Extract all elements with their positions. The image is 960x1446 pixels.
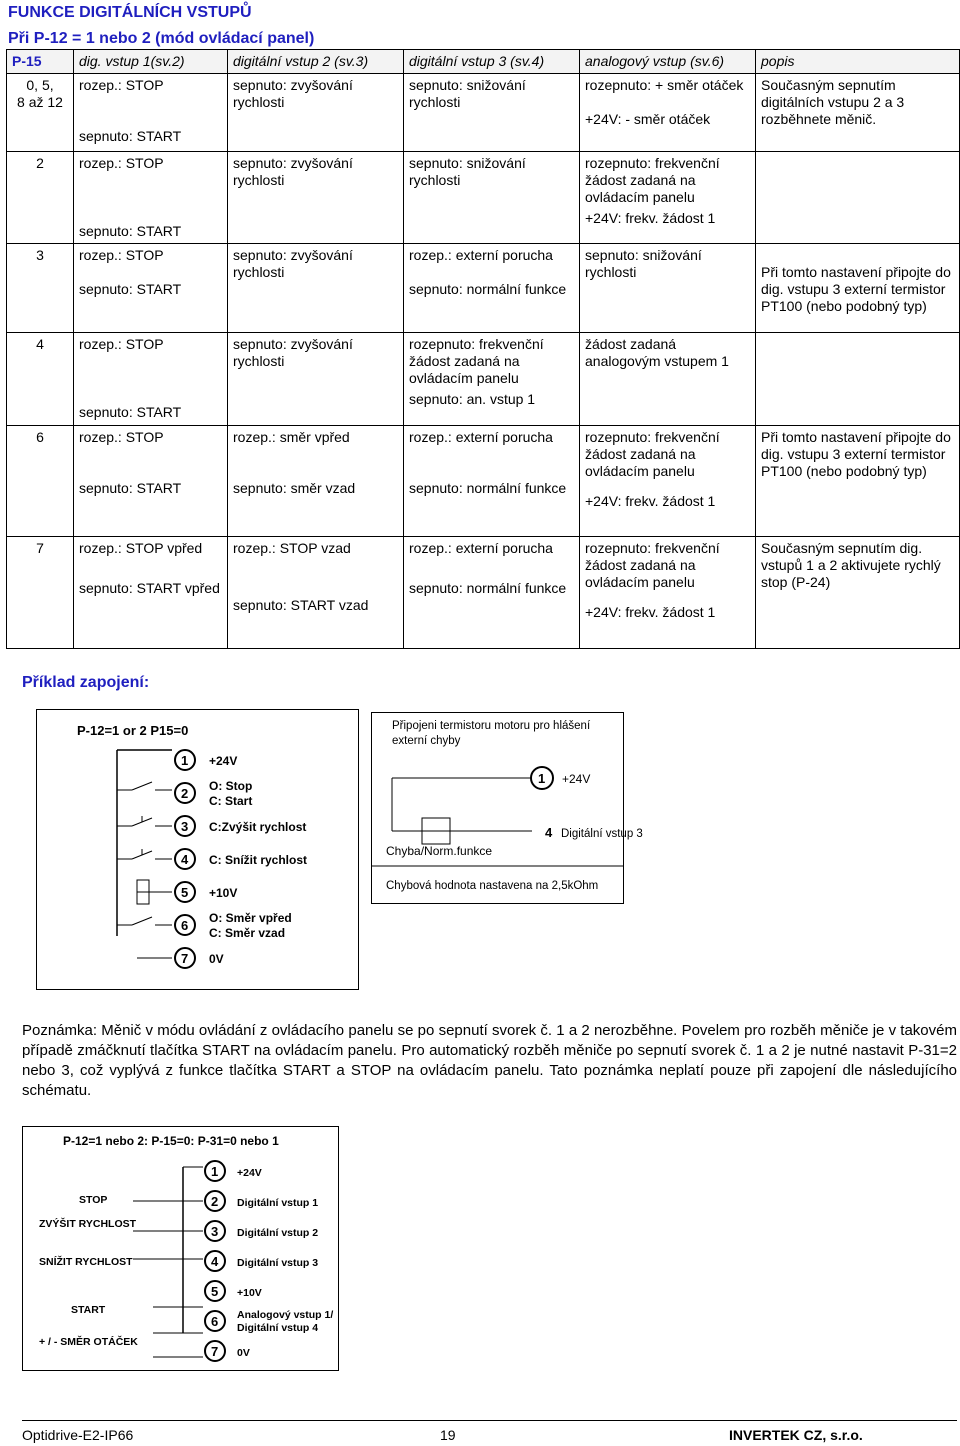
functions-table xyxy=(6,49,960,649)
cell-text: sepnuto: START xyxy=(79,281,182,297)
switch-3 xyxy=(117,816,172,826)
table-row xyxy=(7,74,960,152)
table-row xyxy=(7,244,960,333)
terminal-label: C: Snížit rychlost xyxy=(209,853,308,867)
left-label: SNÍŽIT RYCHLOST xyxy=(39,1256,133,1268)
cell-v3: sepnuto: snižování rychlosti xyxy=(404,74,580,152)
terminal-num: 6 xyxy=(181,918,189,933)
diagram3-title: P-12=1 nebo 2: P-15=0: P-31=0 nebo 1 xyxy=(63,1134,279,1148)
cell-text: rozep.: směr vpřed xyxy=(233,429,350,445)
left-label: ZVÝŠIT RYCHLOST xyxy=(39,1218,137,1230)
diagram1-terminals xyxy=(175,750,307,968)
cell-v1 xyxy=(74,333,228,426)
terminal-label: O: Směr vpřed xyxy=(209,911,292,925)
terminal-label: +24V xyxy=(237,1167,262,1179)
header-v3: digitální vstup 3 (sv.4) xyxy=(404,50,580,74)
cell-v2 xyxy=(228,537,404,649)
cell-p15: 2 xyxy=(7,152,74,244)
diagram2-note: Chybová hodnota nastavena na 2,5kOhm xyxy=(386,880,599,892)
terminal-num: 5 xyxy=(211,1284,219,1299)
left-label: STOP xyxy=(79,1194,108,1206)
header-analog: analogový vstup (sv.6) xyxy=(580,50,756,74)
cell-v2 xyxy=(228,426,404,537)
cell-text: rozepnuto: + směr otáček xyxy=(585,77,744,93)
diagram1-title: P-12=1 or 2 P15=0 xyxy=(77,723,189,738)
footer-company: INVERTEK CZ, s.r.o. xyxy=(729,1427,863,1443)
cell-text: +24V: frekv. žádost 1 xyxy=(585,493,716,509)
cell-text: rozepnuto: frekvenční žádost zadaná na ovládacím panelu xyxy=(409,336,544,386)
left-label: START xyxy=(71,1304,106,1316)
table-header-row xyxy=(7,50,960,74)
cell-analog xyxy=(580,426,756,537)
cell-p15: 4 xyxy=(7,333,74,426)
cell-popis: Při tomto nastavení připojte do dig. vstupu 3 externí termistor PT100 (nebo podobný typ) xyxy=(756,244,960,333)
terminal-num: 2 xyxy=(211,1194,219,1209)
terminal-num: 7 xyxy=(181,951,189,966)
wiring-diagram-1 xyxy=(36,709,359,990)
cell-text: rozep.: STOP xyxy=(79,336,164,352)
cell-v3 xyxy=(404,244,580,333)
terminal-label: C: Start xyxy=(209,794,253,808)
left-label: + / - SMĚR OTÁČEK xyxy=(39,1336,138,1348)
terminal-num: 3 xyxy=(181,819,189,834)
terminal-label: Digitální vstup 2 xyxy=(237,1227,319,1239)
switch-4 xyxy=(117,849,172,859)
terminal-num: 6 xyxy=(211,1314,219,1329)
terminal-label: 0V xyxy=(237,1347,250,1359)
cell-text: sepnuto: an. vstup 1 xyxy=(409,391,536,407)
cell-text: rozepnuto: frekvenční žádost zadaná na ovládacím panelu xyxy=(585,155,720,205)
cell-text: rozep.: STOP xyxy=(79,429,164,445)
cell-popis: Při tomto nastavení připojte do dig. vstupu 3 externí termistor PT100 (nebo podobný typ) xyxy=(756,426,960,537)
cell-text: sepnuto: normální funkce xyxy=(409,480,567,496)
table-row xyxy=(7,537,960,649)
cell-text: +24V: frekv. žádost 1 xyxy=(585,604,716,620)
diagram3-switches xyxy=(133,1201,203,1357)
cell-analog: žádost zadaná analogovým vstupem 1 xyxy=(580,333,756,426)
cell-v1 xyxy=(74,74,228,152)
page-subtitle: Při P-12 = 1 nebo 2 (mód ovládací panel) xyxy=(8,30,315,47)
cell-popis: Současným sepnutím digitálních vstupu 2 a 3 rozběhnete měnič. xyxy=(756,74,960,152)
page-title: FUNKCE DIGITÁLNÍCH VSTUPŮ xyxy=(8,4,252,21)
cell-analog xyxy=(580,537,756,649)
terminal-num: 5 xyxy=(181,885,189,900)
cell-text: +24V: frekv. žádost 1 xyxy=(585,210,716,226)
cell-p15: 6 xyxy=(7,426,74,537)
cell-v1 xyxy=(74,152,228,244)
terminal-label: +24V xyxy=(209,754,238,768)
cell-text: rozep.: STOP vzad xyxy=(233,540,351,556)
status-label: Chyba/Norm.funkce xyxy=(386,844,493,858)
cell-v2: sepnuto: zvyšování rychlosti xyxy=(228,74,404,152)
terminal-num: 2 xyxy=(181,786,189,801)
header-v2: digitální vstup 2 (sv.3) xyxy=(228,50,404,74)
cell-text: sepnuto: normální funkce xyxy=(409,580,567,596)
cell-popis xyxy=(756,152,960,244)
terminal-label: Digitální vstup 1 xyxy=(237,1197,319,1209)
terminal-label: +10V xyxy=(209,886,238,900)
cell-popis: Současným sepnutím dig. vstupů 1 a 2 aktivujete rychlý stop (P-24) xyxy=(756,537,960,649)
note-paragraph: Poznámka: Měnič v módu ovládání z ovládacího panelu se po sepnutí svorek č. 1 a 2 nerozběhne. Povelem pro rozběh měniče je v takovém případě zmáčknutí tlačítka START na ovládacím panelu. Pro automatický rozběh měniče po sepnutí svorek č. 1 a 2 je nutné nastavit P-31=2 nebo 3, což vyplývá z funkce tlačítka START a STOP na ovládacím panelu. Tato poznámka neplatí pouze při zapojení dle následujícího schématu. xyxy=(22,1022,957,1099)
cell-text: rozepnuto: frekvenční žádost zadaná na ovládacím panelu xyxy=(585,540,720,590)
cell-v3 xyxy=(404,537,580,649)
cell-text: sepnuto: START xyxy=(79,404,182,420)
footer-divider xyxy=(22,1420,957,1421)
terminal-label: C:Zvýšit rychlost xyxy=(209,820,307,834)
terminal-num: 1 xyxy=(538,771,546,786)
terminal-num: 3 xyxy=(211,1224,219,1239)
cell-p15: 0, 5, 8 až 12 xyxy=(7,74,74,152)
cell-analog xyxy=(580,74,756,152)
cell-v2: sepnuto: zvyšování rychlosti xyxy=(228,333,404,426)
table-row xyxy=(7,333,960,426)
cell-v3 xyxy=(404,333,580,426)
cell-v1 xyxy=(74,244,228,333)
cell-text: rozep.: STOP xyxy=(79,247,164,263)
wiring-diagram-3 xyxy=(22,1126,339,1371)
terminal-num: 7 xyxy=(211,1344,219,1359)
cell-text: sepnuto: START vpřed xyxy=(79,580,220,596)
wiring-diagram-3-svg xyxy=(23,1127,338,1370)
cell-analog xyxy=(580,152,756,244)
terminal-label: Analogový vstup 1/ xyxy=(237,1309,334,1321)
footer-left: Optidrive-E2-IP66 xyxy=(22,1427,134,1443)
terminal-label: +24V xyxy=(562,772,591,786)
terminal-label: C: Směr vzad xyxy=(209,926,286,940)
header-v1: dig. vstup 1(sv.2) xyxy=(74,50,228,74)
terminal-label: 0V xyxy=(209,952,224,966)
cell-analog: sepnuto: snižování rychlosti xyxy=(580,244,756,333)
terminal-num: 4 xyxy=(211,1254,219,1269)
header-p15: P-15 xyxy=(7,50,74,74)
cell-text: sepnuto: START xyxy=(79,480,182,496)
cell-text: rozep.: externí porucha xyxy=(409,247,553,263)
header-popis: popis xyxy=(756,50,960,74)
cell-text: sepnuto: START xyxy=(79,128,182,144)
diagram3-left-labels xyxy=(39,1194,138,1348)
cell-text: sepnuto: normální funkce xyxy=(409,281,567,297)
terminal-label: +10V xyxy=(237,1287,262,1299)
table-row xyxy=(7,152,960,244)
cell-text: sepnuto: směr vzad xyxy=(233,480,356,496)
diagram2-title: Připojeni termistoru motoru pro hlášení xyxy=(392,720,591,732)
footer-page-number: 19 xyxy=(440,1427,456,1443)
example-title: Příklad zapojení: xyxy=(22,674,150,691)
cell-text: +24V: - směr otáček xyxy=(585,111,711,127)
wiring-diagram-2 xyxy=(371,712,643,904)
cell-v1 xyxy=(74,537,228,649)
cell-v2: sepnuto: zvyšování rychlosti xyxy=(228,152,404,244)
switch-2 xyxy=(117,782,172,790)
cell-text: rozep.: STOP xyxy=(79,155,164,171)
wiring-diagram-1-svg xyxy=(37,710,358,989)
cell-p15: 7 xyxy=(7,537,74,649)
terminal-label: Digitální vstup 3 xyxy=(237,1257,319,1269)
cell-text: sepnuto: START vzad xyxy=(233,597,369,613)
cell-text: rozep.: externí porucha xyxy=(409,429,553,445)
cell-v3 xyxy=(404,426,580,537)
terminal-num: 1 xyxy=(211,1164,219,1179)
switch-6 xyxy=(117,917,172,925)
cell-v3: sepnuto: snižování rychlosti xyxy=(404,152,580,244)
cell-text: rozep.: STOP vpřed xyxy=(79,540,203,556)
cell-v2: sepnuto: zvyšování rychlosti xyxy=(228,244,404,333)
cell-text: sepnuto: START xyxy=(79,223,182,239)
wiring-diagram-2-svg xyxy=(372,713,643,903)
cell-text: rozep.: STOP xyxy=(79,77,164,93)
cell-text: rozep.: externí porucha xyxy=(409,540,553,556)
cell-text: rozepnuto: frekvenční žádost zadaná na ovládacím panelu xyxy=(585,429,720,479)
diagram2-title: externí chyby xyxy=(392,735,461,747)
terminal-label: Digitální vstup 3 xyxy=(561,828,643,840)
cell-popis xyxy=(756,333,960,426)
table-row xyxy=(7,426,960,537)
diagram3-terminals xyxy=(205,1161,333,1361)
terminal-label: O: Stop xyxy=(209,779,253,793)
terminal-num: 4 xyxy=(181,852,189,867)
terminal-num: 4 xyxy=(545,825,553,840)
cell-v1 xyxy=(74,426,228,537)
cell-p15: 3 xyxy=(7,244,74,333)
terminal-label: Digitální vstup 4 xyxy=(237,1322,319,1334)
terminal-num: 1 xyxy=(181,753,189,768)
